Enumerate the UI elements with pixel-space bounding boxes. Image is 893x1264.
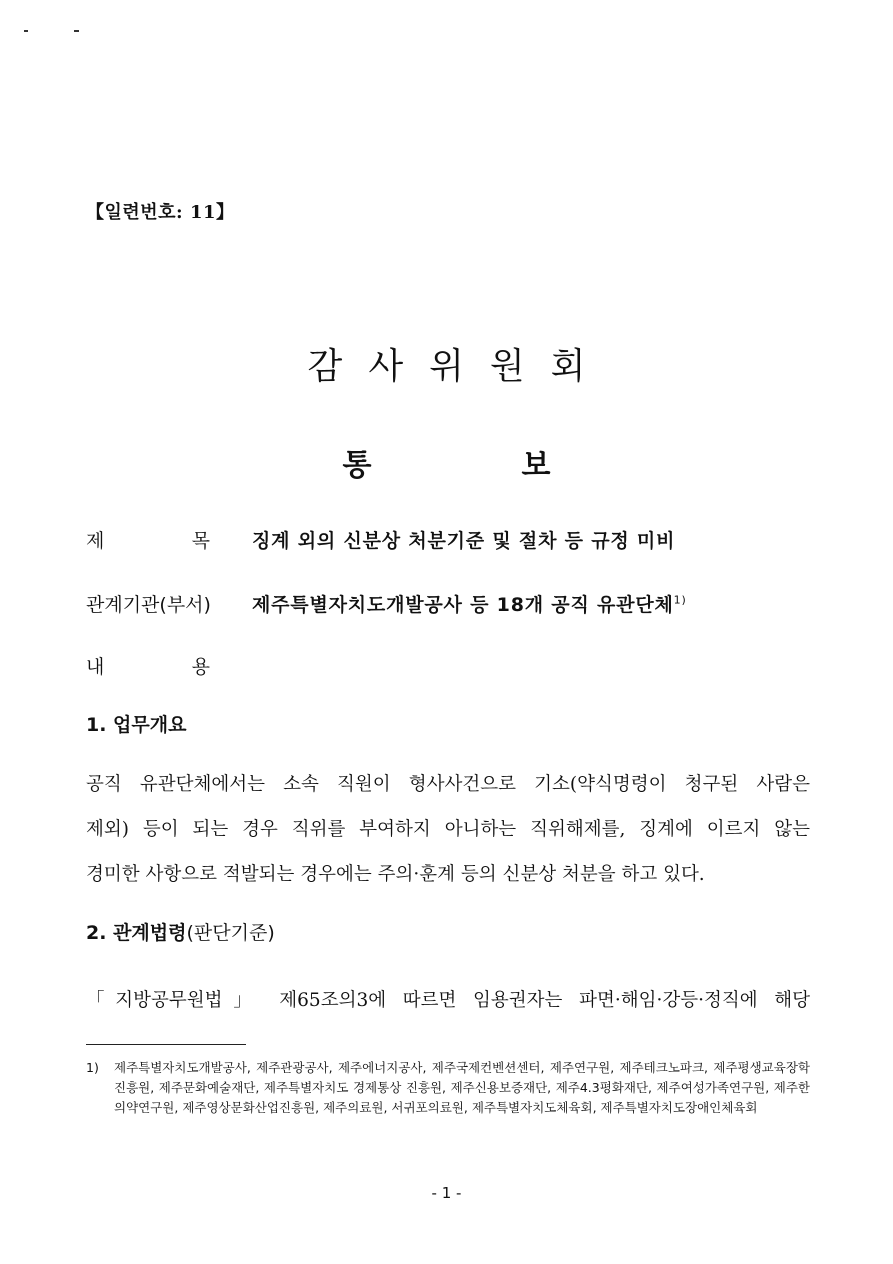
subject-value: 징계 외의 신분상 처분기준 및 절차 등 규정 미비 xyxy=(252,530,676,552)
organization-title: 감사위원회 xyxy=(307,346,612,387)
serial-number: 【일련번호: 11】 xyxy=(86,202,235,223)
footnote xyxy=(86,1058,810,1118)
document-type: 통보 xyxy=(342,448,701,483)
footnote-ref: 1) xyxy=(673,593,687,607)
page-number: - 1 - xyxy=(431,1184,462,1202)
content-label-part-a: 내 xyxy=(86,656,105,678)
footnote-number: 1) xyxy=(86,1060,99,1075)
subject-label-part-a: 제 xyxy=(86,530,105,552)
section-1-heading: 1. 업무개요 xyxy=(86,714,187,736)
paragraph-line: 제외) 등이 되는 경우 직위를 부여하지 아니하는 직위해제를, 징계에 이르지 않는 xyxy=(86,819,810,840)
subject-label xyxy=(86,526,210,553)
section-2-heading-row xyxy=(86,918,275,945)
section-2-heading-sub: (판단기준) xyxy=(186,922,275,944)
paragraph-line: 경미한 사항으로 적발되는 경우에는 주의·훈계 등의 신분상 처분을 하고 있다. xyxy=(86,864,705,885)
scan-mark xyxy=(24,30,28,32)
content-label xyxy=(86,652,210,679)
scan-mark xyxy=(74,30,79,32)
section-2-heading: 2. 관계법령 xyxy=(86,922,187,944)
footnote-text: 제주특별자치도개발공사, 제주관광공사, 제주에너지공사, 제주국제컨벤션센터, 제주연구원, 제주테크노파크, 제주평생교육장학진흥원, 제주문화예술재단, 제주특별자치도 경제통상 진흥원, 제주신용보증재단, 제주4.3평화재단, 제주여성가족연구원, 제주한의약연구원, 제주영상문화산업진흥원, 제주의료원, 서귀포의료원, 제주특별자치도체육회, 제주특별자치도장애인체육회 xyxy=(114,1060,810,1115)
footnote-divider xyxy=(86,1044,246,1045)
paragraph-line: 공직 유관단체에서는 소속 직원이 형사사건으로 기소(약식명령이 청구된 사람은 xyxy=(86,774,810,795)
content-label-part-b: 용 xyxy=(191,656,210,678)
subject-label-part-b: 목 xyxy=(191,530,210,552)
paragraph-line: 「지방공무원법」 제65조의3에 따르면 임용권자는 파면·해임·강등·정직에 해당 xyxy=(86,990,810,1011)
agency-label: 관계기관(부서) xyxy=(86,594,211,616)
agency-value: 제주특별자치도개발공사 등 18개 공직 유관단체 xyxy=(252,594,674,616)
agency-value-row xyxy=(252,590,687,617)
